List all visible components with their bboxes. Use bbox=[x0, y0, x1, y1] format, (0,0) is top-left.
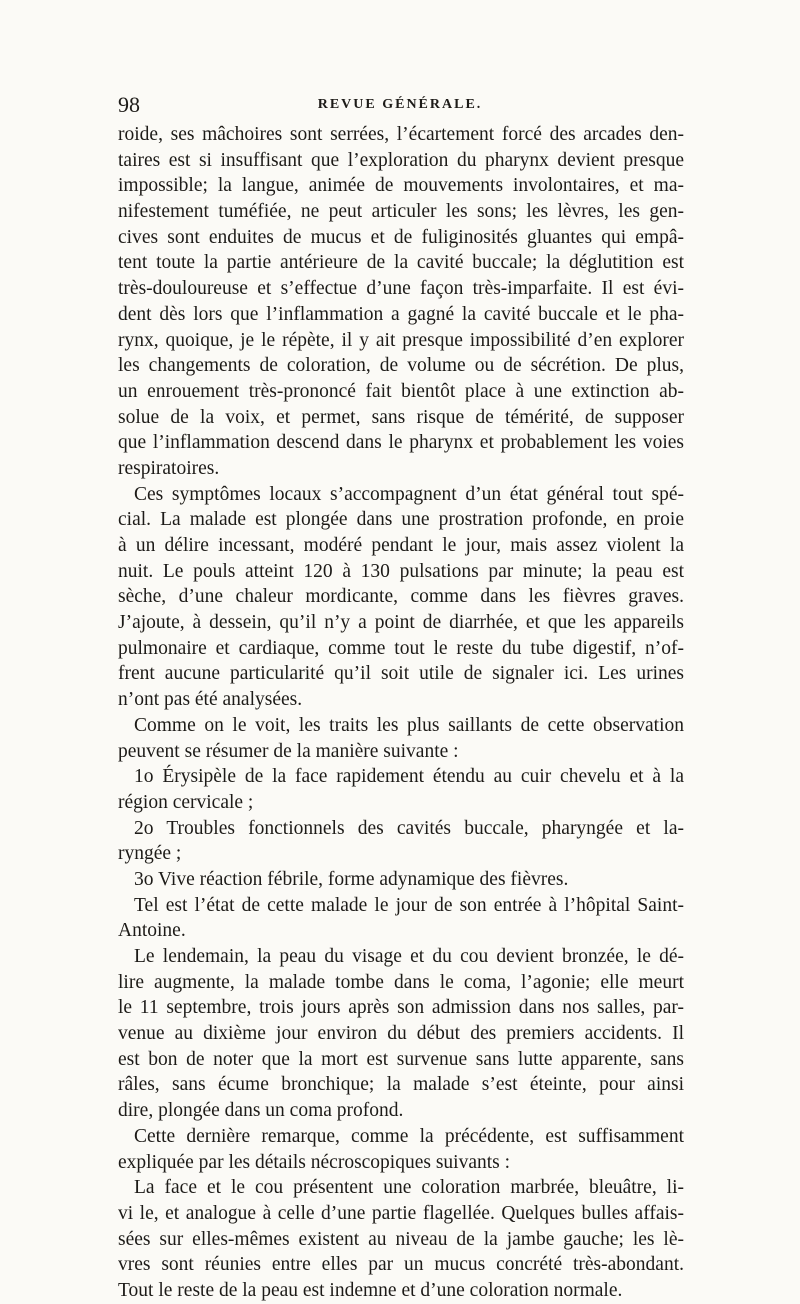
text-line: très-douloureuse et s’effectue d’une façon très-imparfaite. Il est évi- bbox=[118, 278, 684, 300]
text-line: Cette dernière remarque, comme la précédente, est suffisamment bbox=[134, 1125, 684, 1147]
text-line: nuit. Le pouls atteint 120 à 130 pulsations par minute; la peau est bbox=[118, 560, 684, 582]
text-line: dire, plongée dans un coma profond. bbox=[118, 1100, 404, 1122]
text-line: cives sont enduites de mucus et de fuliginosités gluantes qui empâ- bbox=[118, 226, 684, 248]
text-line: Tout le reste de la peau est indemne et d’une coloration normale. bbox=[118, 1279, 623, 1301]
text-line: sées sur elles-mêmes existent au niveau de la jambe gauche; les lè- bbox=[118, 1228, 684, 1250]
text-line: est bon de noter que la mort est survenue sans lutte apparente, sans bbox=[118, 1048, 684, 1070]
text-line: rynx, quoique, je le répète, il y ait presque impossibilité d’en explorer bbox=[118, 329, 684, 351]
running-head: REVUE GÉNÉRALE. bbox=[317, 97, 483, 112]
text-line: J’ajoute, à dessein, qu’il n’y a point de diarrhée, et que les appareils bbox=[118, 612, 684, 634]
text-line: respiratoires. bbox=[118, 457, 220, 479]
text-line: râles, sans écume bronchique; la malade s’est éteinte, pour ainsi bbox=[118, 1074, 684, 1096]
text-line: venue au dixième jour environ du début des premiers accidents. Il bbox=[118, 1023, 684, 1045]
text-line: Comme on le voit, les traits les plus saillants de cette observation bbox=[134, 714, 684, 736]
text-line: roide, ses mâchoires sont serrées, l’écartement forcé des arcades den- bbox=[118, 124, 684, 145]
text-line: Tel est l’état de cette malade le jour de son entrée à l’hôpital Saint- bbox=[134, 894, 684, 916]
text-line: vi le, et analogue à celle d’une partie flagellée. Quelques bulles affais- bbox=[118, 1202, 684, 1224]
text-line: à un délire incessant, modéré pendant le jour, mais assez violent la bbox=[118, 535, 684, 556]
text-line: n’ont pas été analysées. bbox=[118, 689, 303, 711]
text-line: frent aucune particularité qu’il soit utile de signaler ici. Les urines bbox=[118, 663, 684, 685]
text-line: tent toute la partie antérieure de la cavité buccale; la déglutition est bbox=[118, 252, 684, 274]
text-line: cial. La malade est plongée dans une prostration profonde, en proie bbox=[118, 509, 684, 531]
text-line: vres sont réunies entre elles par un mucus concrété très-abondant. bbox=[118, 1254, 684, 1276]
text-line: Ces symptômes locaux s’accompagnent d’un état général tout spé- bbox=[134, 483, 684, 505]
text-line: région cervicale ; bbox=[118, 791, 254, 813]
list-item-line: 2o Troubles fonctionnels des cavités buccale, pharyngée et la- bbox=[134, 817, 684, 839]
text-line: taires est si insuffisant que l’exploration du pharynx devient presque bbox=[118, 149, 684, 171]
body-text bbox=[118, 122, 684, 1304]
text-line: le 11 septembre, trois jours après son admission dans nos salles, par- bbox=[118, 997, 684, 1019]
text-line: sèche, d’une chaleur mordicante, comme dans les fièvres graves. bbox=[118, 586, 684, 608]
list-item-line: 1o Érysipèle de la face rapidement étendu au cuir chevelu et à la bbox=[134, 766, 684, 788]
text-line: pulmonaire et cardiaque, comme tout le reste du tube digestif, n’of- bbox=[118, 637, 684, 659]
text-line: lire augmente, la malade tombe dans le coma, l’agonie; elle meurt bbox=[118, 971, 684, 993]
list-item-line: 3o Vive réaction fébrile, forme adynamique des fièvres. bbox=[134, 868, 569, 890]
text-line: impossible; la langue, animée de mouvements involontaires, et ma- bbox=[118, 175, 684, 197]
text-line: ryngée ; bbox=[118, 843, 182, 865]
text-line: peuvent se résumer de la manière suivante : bbox=[118, 740, 459, 762]
text-line: que l’inflammation descend dans le pharynx et probablement les voies bbox=[118, 432, 684, 454]
text-line: solue de la voix, et permet, sans risque de témérité, de supposer bbox=[118, 406, 684, 428]
text-line: les changements de coloration, de volume ou de sécrétion. De plus, bbox=[118, 355, 684, 377]
text-line: Le lendemain, la peau du visage et du cou devient bronzée, le dé- bbox=[134, 946, 684, 967]
text-line: Antoine. bbox=[118, 920, 186, 942]
page-header bbox=[118, 92, 682, 122]
text-line: expliquée par les détails nécroscopiques suivants : bbox=[118, 1151, 511, 1173]
text-line: La face et le cou présentent une coloration marbrée, bleuâtre, li- bbox=[134, 1177, 684, 1199]
text-line: dent dès lors que l’inflammation a gagné la cavité buccale et le pha- bbox=[118, 303, 684, 325]
text-line: nifestement tuméfiée, ne peut articuler les sons; les lèvres, les gen- bbox=[118, 201, 684, 223]
text-line: un enrouement très-prononcé fait bientôt place à une extinction ab- bbox=[118, 380, 684, 402]
page-number: 98 bbox=[118, 92, 140, 117]
